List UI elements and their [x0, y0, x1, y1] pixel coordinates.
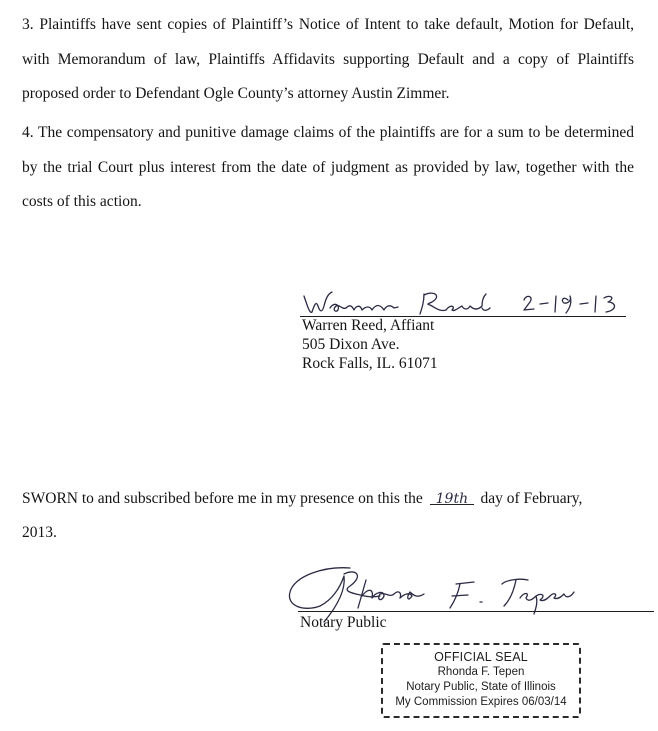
seal-title: OFFICIAL SEAL	[434, 650, 528, 664]
jurat-day: 19th	[435, 491, 469, 507]
affiant-block	[302, 316, 438, 373]
affiant-name: Warren Reed, Affiant	[302, 317, 435, 334]
affiant-signature	[300, 286, 630, 320]
official-seal-stamp	[381, 643, 581, 718]
jurat-day-blank	[430, 486, 474, 505]
jurat-text	[22, 482, 642, 550]
seal-state: Notary Public, State of Illinois	[406, 681, 556, 693]
paragraph-4: 4. The compensatory and punitive damage claims of the plaintiffs are for a sum to be determined by the trial Court plus interest from the date of judgment as provided by law, together with the costs of this action.	[22, 124, 634, 210]
affiant-address-line-1: 505 Dixon Ave.	[302, 336, 400, 353]
affiant-address-line-2: Rock Falls, IL. 61071	[302, 355, 438, 372]
seal-commission-expiry: My Commission Expires 06/03/14	[395, 696, 567, 708]
jurat-text-before: SWORN to and subscribed before me in my presence on this the	[22, 490, 423, 507]
jurat-text-after: day of February,	[480, 490, 583, 507]
jurat-year: 2013.	[22, 524, 57, 541]
seal-notary-name: Rhonda F. Tepen	[437, 666, 525, 678]
notary-signature-line	[298, 611, 654, 612]
paragraph-3: 3. Plaintiffs have sent copies of Plaintiff’s Notice of Intent to take default, Motion for Default, with Memorandum of law, Plaintiffs Affidavits supporting Default and a copy of Plaintiffs proposed order to Defendant Ogle County’s attorney Austin Zimmer.	[22, 16, 634, 102]
notary-public-label: Notary Public	[300, 614, 387, 631]
